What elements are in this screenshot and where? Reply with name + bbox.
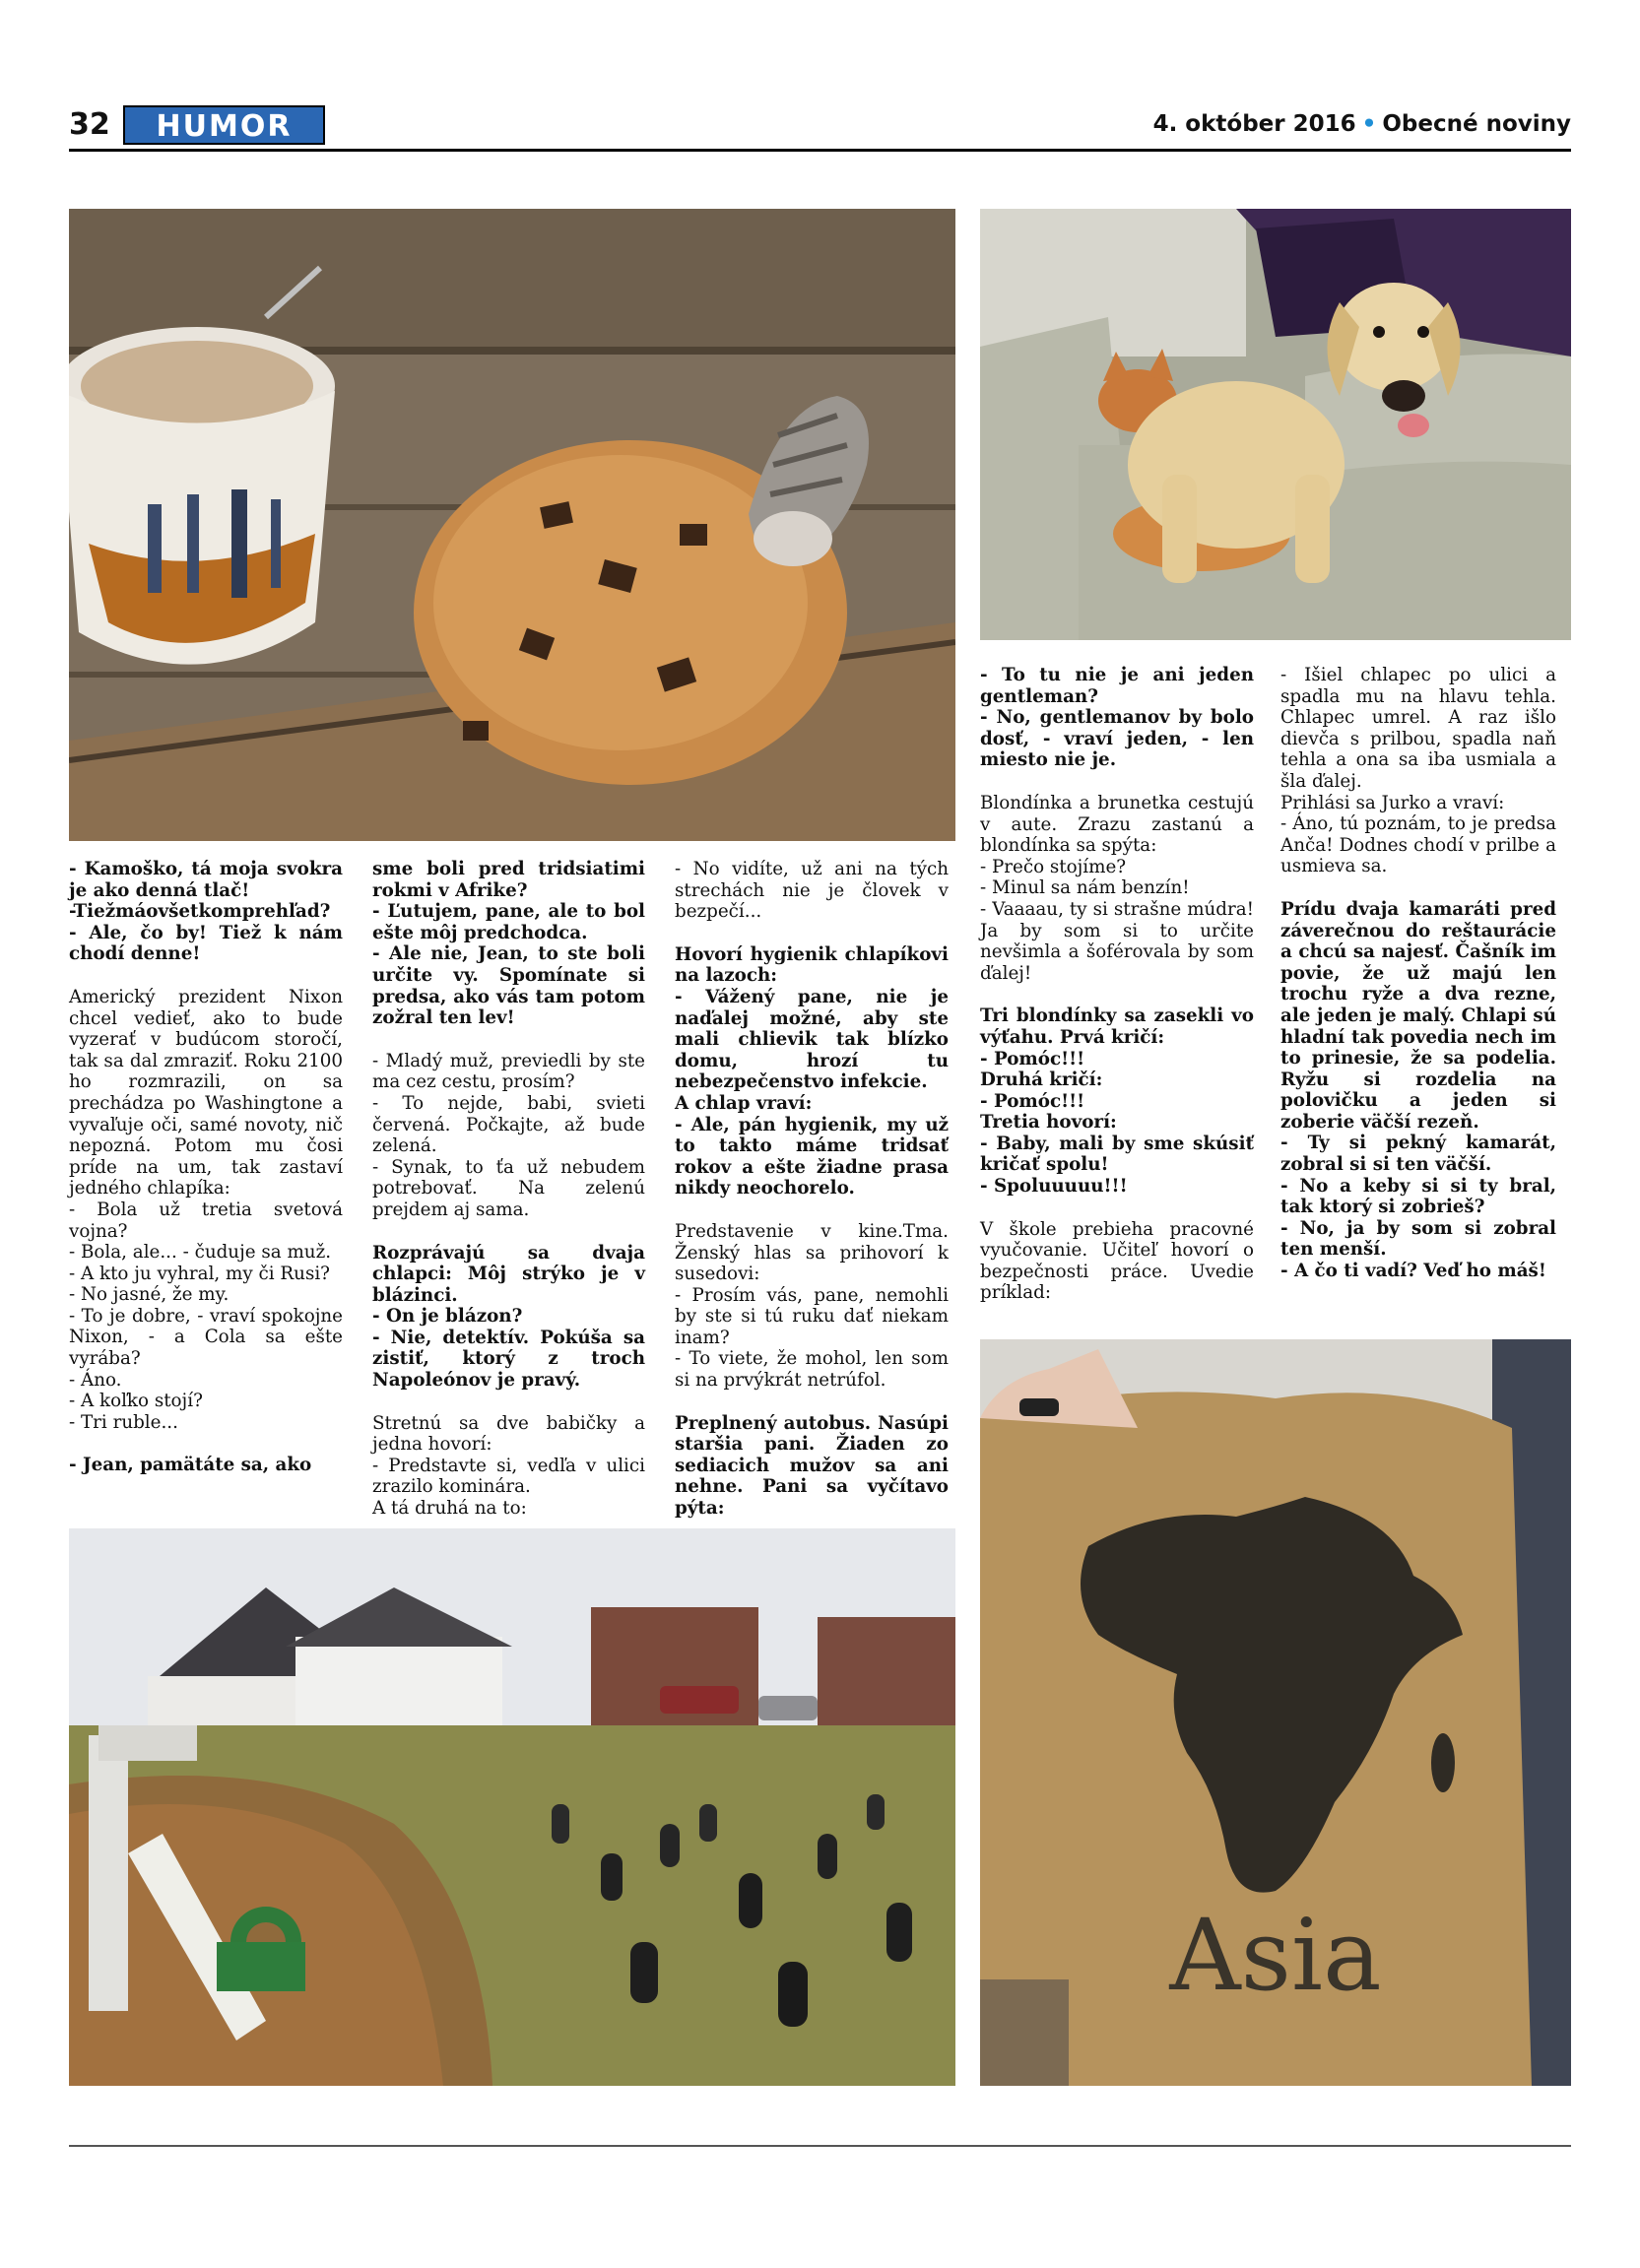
photo-playground-cemetery	[69, 1528, 955, 2086]
joke-paragraph: A chlap vraví:	[675, 1092, 813, 1114]
joke-paragraph: - Vážený pane, nie je naďalej možné, aby ste mali chlievik tak blízko domu, hrozí tu nebezpečenstvo infekcie.	[675, 986, 949, 1093]
joke-paragraph: - To viete, že mohol, len som si na prvýkrát netrúfol.	[675, 1348, 949, 1392]
joke-paragraph: - Baby, mali by sme skúsiť kričať spolu!	[980, 1133, 1254, 1176]
text-column-3	[675, 859, 949, 1520]
joke-paragraph: - Pomóc!!!	[980, 1048, 1085, 1069]
joke-paragraph: - Bola, ale... - čuduje sa muž.	[69, 1242, 332, 1264]
joke-paragraph: - Tri ruble...	[69, 1411, 178, 1433]
paragraph-gap	[675, 923, 949, 944]
section-label: HUMOR	[123, 105, 325, 145]
paragraph-gap	[69, 1433, 343, 1455]
issue-info	[1153, 111, 1571, 137]
tshirt-text: Asia	[1169, 1898, 1382, 2013]
joke-paragraph: A tá druhá na to:	[372, 1498, 527, 1520]
joke-paragraph: sme boli pred tridsiatimi rokmi v Afrike?	[372, 859, 645, 901]
joke-paragraph: - No vidíte, už ani na tých strechách nie je človek v bezpečí...	[675, 859, 949, 923]
joke-paragraph: - Pomóc!!!	[980, 1090, 1085, 1112]
paragraph-gap	[980, 771, 1254, 793]
joke-paragraph: - To tu nie je ani jeden gentleman?	[980, 665, 1254, 707]
header-rule	[69, 149, 1571, 152]
joke-paragraph: - Prečo stojíme?	[980, 856, 1127, 877]
paragraph-gap	[372, 1221, 645, 1243]
joke-paragraph: -Tiežmáovšetkomprehľad?	[69, 901, 331, 923]
joke-paragraph: - Ale, čo by! Tiež k nám chodí denne!	[69, 922, 343, 965]
paragraph-gap	[675, 1392, 949, 1413]
joke-paragraph: - Predstavte si, vedľa v ulici zrazilo kominára.	[372, 1455, 645, 1498]
page-number: 32	[69, 107, 110, 142]
joke-paragraph: Prihlási sa Jurko a vraví:	[1280, 792, 1505, 813]
text-column-2	[372, 859, 645, 1520]
joke-paragraph: - No jasné, že my.	[69, 1284, 230, 1306]
footer-rule	[69, 2145, 1571, 2147]
joke-paragraph: - No, ja by som si zobral ten menší.	[1280, 1217, 1556, 1261]
text-column-4	[980, 665, 1254, 1304]
joke-paragraph: Druhá kričí:	[980, 1069, 1103, 1091]
joke-paragraph: - Kamoško, tá moja svokra je ako denná tlač!	[69, 859, 343, 901]
joke-paragraph: - Áno.	[69, 1369, 122, 1391]
paragraph-gap	[372, 1029, 645, 1051]
joke-paragraph: Hovorí hygienik chlapíkovi na lazoch:	[675, 943, 949, 987]
paragraph-gap	[372, 1392, 645, 1413]
joke-paragraph: Americký prezident Nixon chcel vedieť, ako to bude vyzerať v budúcom storočí, tak sa dal zmraziť. Roku 2100 ho rozmrazili, on sa prechádza po Washingtone a vyvaľuje oči, samé novoty, nič nepozná. Potom mu čosi príde na um, tak zastaví jedného chlapíka:	[69, 986, 343, 1199]
joke-paragraph: Stretnú sa dve babičky a jedna hovorí:	[372, 1412, 645, 1456]
joke-paragraph: - Jean, pamätáte sa, ako	[69, 1455, 312, 1476]
joke-paragraph: Prídu dvaja kamaráti pred záverečnou do reštaurácie a chcú sa najesť. Čašník im povie, že už majú len trochu ryže a dva rezne, ale jeden je malý. Chlapi sú hladní tak povedia nech im to prinesie, že sa podelia. Ryžu si rozdelia na polovičku a jeden si zoberie väčší rezeň.	[1280, 898, 1556, 1133]
text-column-1	[69, 859, 343, 1476]
joke-paragraph: - Áno, tú poznám, to je predsa Anča! Dodnes chodí v prilbe a usmieva sa.	[1280, 813, 1556, 877]
joke-paragraph: Rozprávajú sa dvaja chlapci: Môj strýko je v blázinci.	[372, 1242, 645, 1306]
paragraph-gap	[675, 1199, 949, 1221]
paragraph-gap	[69, 965, 343, 987]
joke-paragraph: - A čo ti vadí? Veď ho máš!	[1280, 1261, 1546, 1282]
joke-paragraph: Preplnený autobus. Nasúpi staršia pani. Žiaden zo sediacich mužov sa ani nehne. Pani sa vyčítavo pýta:	[675, 1412, 949, 1520]
joke-paragraph: - Vaaaau, ty si strašne múdra! Ja by som si to určite nevšimla a šoférovala by som ďalej!	[980, 898, 1254, 984]
joke-paragraph: V škole prebieha pracovné vyučovanie. Učiteľ hovorí o bezpečnosti práce. Uvedie príklad:	[980, 1218, 1254, 1304]
joke-paragraph: - Minul sa nám benzín!	[980, 877, 1190, 899]
joke-paragraph: - Išiel chlapec po ulici a spadla mu na hlavu tehla. Chlapec umrel. A raz išlo dievča s prilbou, spadla naň tehla a ona sa iba usmiala a šla ďalej.	[1280, 665, 1556, 792]
joke-paragraph: - Ľutujem, pane, ale to bol ešte môj predchodca.	[372, 901, 645, 943]
page-header	[69, 105, 1571, 149]
photo-cookie	[69, 209, 955, 841]
joke-paragraph: - Spoluuuuu!!!	[980, 1176, 1128, 1198]
photo-dog-and-cat	[980, 209, 1571, 640]
publication-name: Obecné noviny	[1382, 111, 1571, 137]
issue-date: 4. október 2016	[1152, 111, 1356, 137]
joke-paragraph: - Ale nie, Jean, to ste boli určite vy. Spomínate si predsa, ako vás tam potom zožral ten lev!	[372, 943, 645, 1029]
joke-paragraph: - A kto ju vyhral, my či Rusi?	[69, 1263, 330, 1284]
paragraph-gap	[980, 1198, 1254, 1219]
paragraph-gap	[1280, 877, 1556, 899]
joke-paragraph: Predstavenie v kine.Tma. Ženský hlas sa prihovorí k susedovi:	[675, 1220, 949, 1285]
joke-paragraph: - No a keby si si ty bral, tak ktorý si zobrieš?	[1280, 1175, 1556, 1218]
joke-paragraph: - Ale, pán hygienik, my už to takto máme tridsať rokov a ešte žiadne prasa nikdy neochorelo.	[675, 1114, 949, 1199]
joke-paragraph: - Mladý muž, previedli by ste ma cez cestu, prosím?	[372, 1050, 645, 1093]
joke-paragraph: - To je dobre, - vraví spokojne Nixon, - a Cola sa ešte vyrába?	[69, 1305, 343, 1370]
joke-paragraph: - To nejde, babi, svieti červená. Počkajte, až bude zelená.	[372, 1092, 645, 1157]
text-column-5	[1280, 665, 1556, 1282]
joke-paragraph: Blondínka a brunetka cestujú v aute. Zrazu zastanú a blondínka sa spýta:	[980, 792, 1254, 857]
joke-paragraph: - Nie, detektív. Pokúša sa zistiť, ktorý z troch Napoleónov je pravý.	[372, 1327, 645, 1392]
photo-africa-tshirt	[980, 1339, 1571, 2086]
joke-paragraph: - A koľko stojí?	[69, 1391, 203, 1412]
joke-paragraph: - Ty si pekný kamarát, zobral si si ten väčší.	[1280, 1133, 1556, 1176]
joke-paragraph: - Prosím vás, pane, nemohli by ste si tú ruku dať niekam inam?	[675, 1284, 949, 1348]
separator-dot: •	[1361, 111, 1377, 137]
joke-paragraph: - Bola už tretia svetová vojna?	[69, 1199, 343, 1242]
paragraph-gap	[980, 984, 1254, 1005]
joke-paragraph: Tri blondínky sa zasekli vo výťahu. Prvá kričí:	[980, 1005, 1254, 1048]
joke-paragraph: - Synak, to ťa už nebudem potrebovať. Na zelenú prejdem aj sama.	[372, 1156, 645, 1220]
joke-paragraph: - No, gentlemanov by bolo dosť, - vraví jeden, - len miesto nie je.	[980, 707, 1254, 771]
joke-paragraph: Tretia hovorí:	[980, 1112, 1117, 1134]
joke-paragraph: - On je blázon?	[372, 1306, 523, 1328]
